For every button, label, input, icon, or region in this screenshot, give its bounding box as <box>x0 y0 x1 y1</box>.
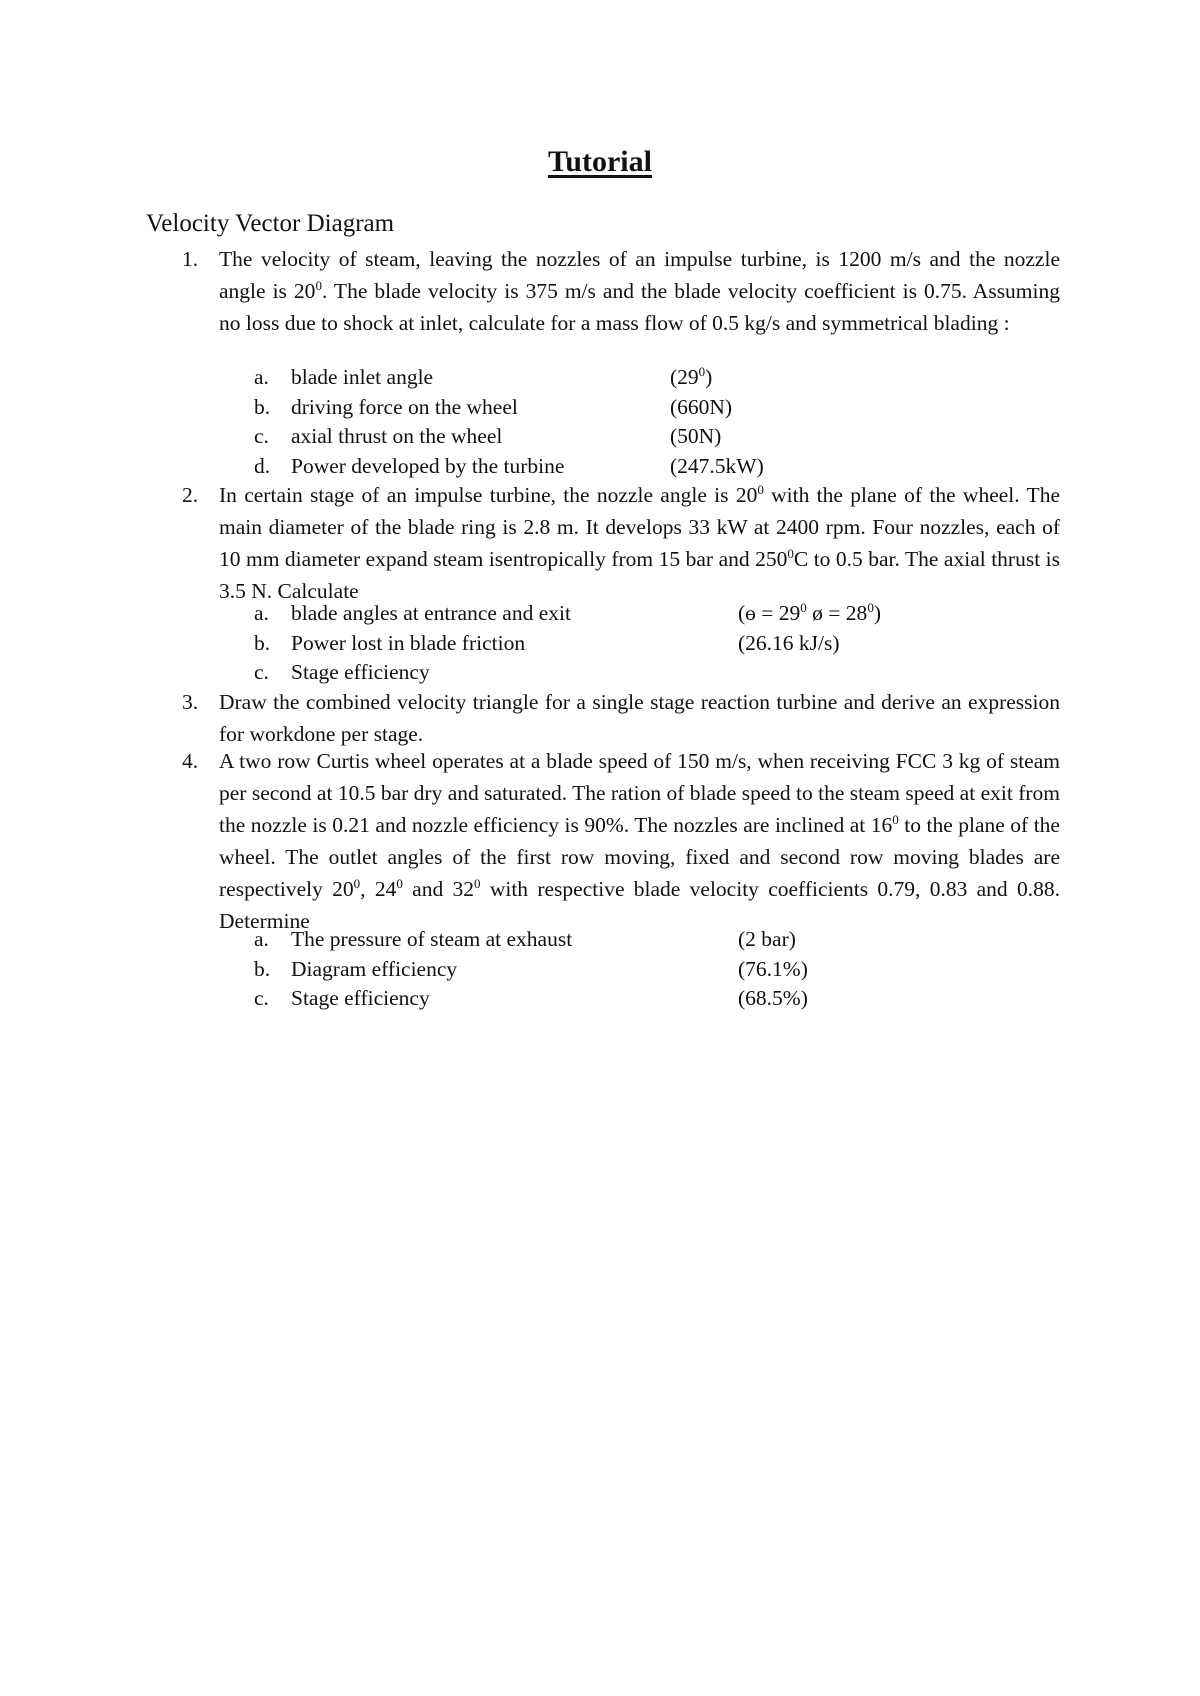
question-text: The velocity of steam, leaving the nozzles of an impulse turbine, is 1200 m/s and the nozzle angle is $20^0$. The blade velocity is 375 m/s and the blade velocity coefficient is 0.75. Assuming no loss due to shock at inlet, calculate for a mass flow of 0.5 kg/s and symmetrical blading : <box>219 247 1061 335</box>
answer: $(29^0)$ <box>670 363 713 389</box>
section-heading: Velocity Vector Diagram <box>146 210 395 237</box>
answer: (68.5%) <box>738 986 808 1010</box>
answer: (50N) <box>670 424 722 448</box>
answer: (ɵ = $29^0$ ø = $28^0$) <box>738 599 881 625</box>
answer: (247.5kW) <box>670 454 764 478</box>
question-number: 2. <box>182 483 199 507</box>
answer: (2 bar) <box>738 927 796 951</box>
question-text: Draw the combined velocity triangle for a single stage reaction turbine and derive an expression for workdone per stage. <box>219 690 1060 746</box>
question-4 <box>182 745 1060 937</box>
question-3 <box>182 686 1060 750</box>
question-text: In certain stage of an impulse turbine, the nozzle angle is $20^0$ with the plane of the wheel. The main diameter of the blade ring is 2.8 m. It develops 33 kW at 2400 rpm. Four nozzles, each of 10 mm diameter expand steam isentropically from 15 bar and $250^0C$ to 0.5 bar. The axial thrust is 3.5 N. Calculate <box>219 481 1061 603</box>
question-number: 1. <box>182 247 199 271</box>
question-2 <box>182 479 1060 607</box>
answer: (26.16 kJ/s) <box>738 631 840 655</box>
answer: (660N) <box>670 395 733 419</box>
question-text: A two row Curtis wheel operates at a blade speed of 150 m/s, when receiving FCC 3 kg of steam per second at 10.5 bar dry and saturated. The ration of blade speed to the steam speed at exit from the nozzle is 0.21 and nozzle efficiency is 90%. The nozzles are inclined at $16^0$ to the plane of the wheel. The outlet angles of the first row moving, fixed and second row moving blades are respectively $20^0$, $24^0$ and $32^0$ with respective blade velocity coefficients 0.79, 0.83 and 0.88. Determine <box>219 749 1060 933</box>
question-number: 4. <box>182 749 199 773</box>
page-title: Tutorial <box>548 145 652 178</box>
document-page: Tutorial Velocity Vector Diagram 1. The velocity of steam, leaving the nozzles of an impulse turbine, is 1200 m/s and the nozzle angle is $20^0$. The blade velocity is 375 m/s and the blade velocity coefficient is 0.75. Assuming no loss due to shock at inlet, calculate for a mass flow of 0.5 kg/s and symmetrical blading : a. blade inlet angle $(29^0)$ b. driving force on the wheel (660N) c. axial thrust on the wheel (50N) d. Power developed by the turbine (247.5kW) 2. In certain stage of an impulse turbine, the nozzle angle is $20^0$ with the plane of the wheel. The main diameter of the blade ring is 2.8 m. It develops 33 kW at 2400 rpm. Four nozzles, each of 10 mm diameter expand steam isentropically from 15 bar and $250^0C$ to 0.5 bar. The axial thrust is 3.5 N. Calculate a. blade angles at entrance and exit (ɵ = $29^0$ ø = $28^0$) b. Power lost in blade friction (26.16 kJ/s) c. Stage efficiency 3. Draw the combined velocity triangle for a single stage reaction turbine and derive an expression for workdone per stage. 4. A two row Curtis wheel operates at a blade speed of 150 m/s, when receiving FCC 3 kg of steam per second at 10.5 bar dry and saturated. The ration of blade speed to the steam speed at exit from the nozzle is 0.21 and nozzle efficiency is 90%. The nozzles are inclined at $16^0$ to the plane of the wheel. The outlet angles of the first row moving, fixed and second row moving blades are respectively $20^0$, $24^0$ and $32^0$ with respective blade velocity coefficients 0.79, 0.83 and 0.88. Determine a. The pressure of steam at exhaust (2 bar) b. Diagram efficiency (76.1%) c. Stage efficiency (68.5%) <box>0 0 1200 1696</box>
question-number: 3. <box>182 690 199 714</box>
question-1 <box>182 243 1060 339</box>
answer: (76.1%) <box>738 957 808 981</box>
